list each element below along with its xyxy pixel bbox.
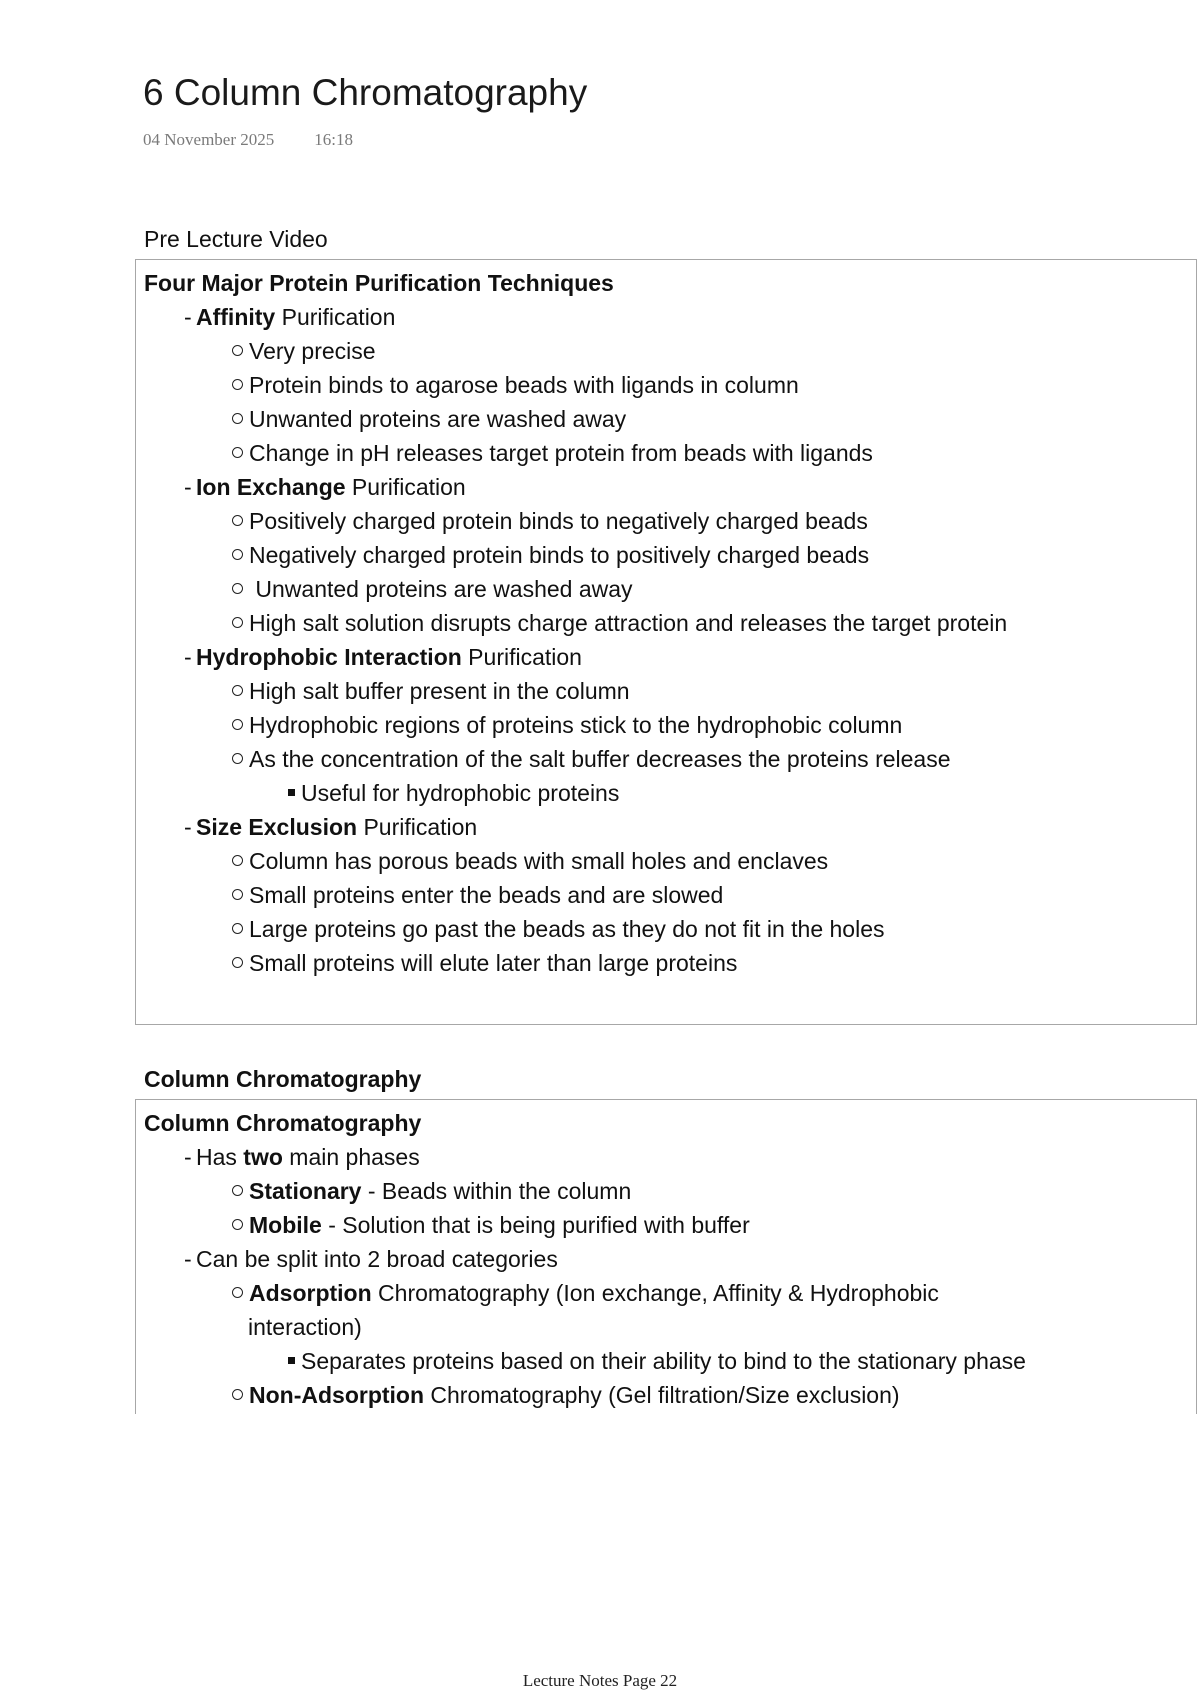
page-footer: Lecture Notes Page 22: [522, 1671, 678, 1690]
circle-bullet-icon: [232, 1185, 243, 1196]
dash-bullet: -: [184, 1246, 192, 1272]
circle-bullet-icon: [232, 889, 243, 900]
sub-item: Stationary - Beads within the column: [232, 1176, 631, 1206]
sub-item: Mobile - Solution that is being purified with buffer: [232, 1210, 750, 1240]
note-box-column-chromatography: [135, 1099, 1197, 1414]
circle-bullet-icon: [232, 583, 243, 594]
circle-bullet-icon: [232, 617, 243, 628]
circle-bullet-icon: [232, 1287, 243, 1298]
circle-bullet-icon: [232, 345, 243, 356]
dash-bullet: -: [184, 1144, 192, 1170]
circle-bullet-icon: [232, 753, 243, 764]
sub-item: Very precise: [232, 336, 376, 366]
sub-item: Hydrophobic regions of proteins stick to the hydrophobic column: [232, 710, 902, 740]
sub-item: High salt solution disrupts charge attraction and releases the target protein: [232, 608, 1007, 638]
circle-bullet-icon: [232, 685, 243, 696]
circle-bullet-icon: [232, 1219, 243, 1230]
list-item-ion-exchange: - Ion Exchange Purification: [184, 474, 466, 500]
sub-item: Protein binds to agarose beads with ligands in column: [232, 370, 799, 400]
sub-item-continuation: interaction): [248, 1314, 362, 1340]
circle-bullet-icon: [232, 923, 243, 934]
circle-bullet-icon: [232, 957, 243, 968]
page-date: 04 November 2025: [143, 130, 275, 149]
sub-item: Negatively charged protein binds to positively charged beads: [232, 540, 869, 570]
square-bullet-icon: [288, 1357, 295, 1364]
circle-bullet-icon: [232, 447, 243, 458]
circle-bullet-icon: [232, 719, 243, 730]
dash-bullet: -: [184, 814, 192, 840]
circle-bullet-icon: [232, 549, 243, 560]
sub-item: Unwanted proteins are washed away: [232, 574, 633, 604]
section-heading-column-chromatography: Column Chromatography: [144, 1066, 422, 1092]
circle-bullet-icon: [232, 1389, 243, 1400]
sub-item: Unwanted proteins are washed away: [232, 404, 626, 434]
list-item-affinity: - Affinity Purification: [184, 304, 396, 330]
sub-sub-item: Separates proteins based on their ability to bind to the stationary phase: [288, 1346, 1026, 1376]
sub-item: As the concentration of the salt buffer decreases the proteins release: [232, 744, 951, 774]
page-title: 6 Column Chromatography: [143, 72, 588, 113]
list-item-phases: - Has two main phases: [184, 1144, 420, 1170]
circle-bullet-icon: [232, 855, 243, 866]
page-time: 16:18: [314, 130, 353, 149]
circle-bullet-icon: [232, 379, 243, 390]
box-title: Four Major Protein Purification Techniques: [144, 270, 614, 296]
dash-bullet: -: [184, 644, 192, 670]
circle-bullet-icon: [232, 413, 243, 424]
note-box-purification: [135, 259, 1197, 1025]
list-item-size-exclusion: - Size Exclusion Purification: [184, 814, 478, 840]
list-item-categories: - Can be split into 2 broad categories: [184, 1246, 558, 1272]
dash-bullet: -: [184, 474, 192, 500]
sub-sub-item: Useful for hydrophobic proteins: [288, 778, 619, 808]
sub-item: Small proteins will elute later than large proteins: [232, 948, 737, 978]
section-heading-pre-lecture: Pre Lecture Video: [144, 226, 328, 252]
sub-item: Adsorption Chromatography (Ion exchange, Affinity & Hydrophobic: [232, 1278, 939, 1308]
page-meta: [143, 130, 353, 150]
list-item-hydrophobic: - Hydrophobic Interaction Purification: [184, 644, 582, 670]
dash-bullet: -: [184, 304, 192, 330]
sub-item: Non-Adsorption Chromatography (Gel filtration/Size exclusion): [232, 1380, 900, 1410]
sub-item: Column has porous beads with small holes and enclaves: [232, 846, 828, 876]
sub-item: High salt buffer present in the column: [232, 676, 630, 706]
box-title: Column Chromatography: [144, 1110, 422, 1136]
sub-item: Change in pH releases target protein from beads with ligands: [232, 438, 873, 468]
sub-item: Positively charged protein binds to negatively charged beads: [232, 506, 868, 536]
square-bullet-icon: [288, 789, 295, 796]
sub-item: Small proteins enter the beads and are slowed: [232, 880, 723, 910]
circle-bullet-icon: [232, 515, 243, 526]
sub-item: Large proteins go past the beads as they do not fit in the holes: [232, 914, 885, 944]
